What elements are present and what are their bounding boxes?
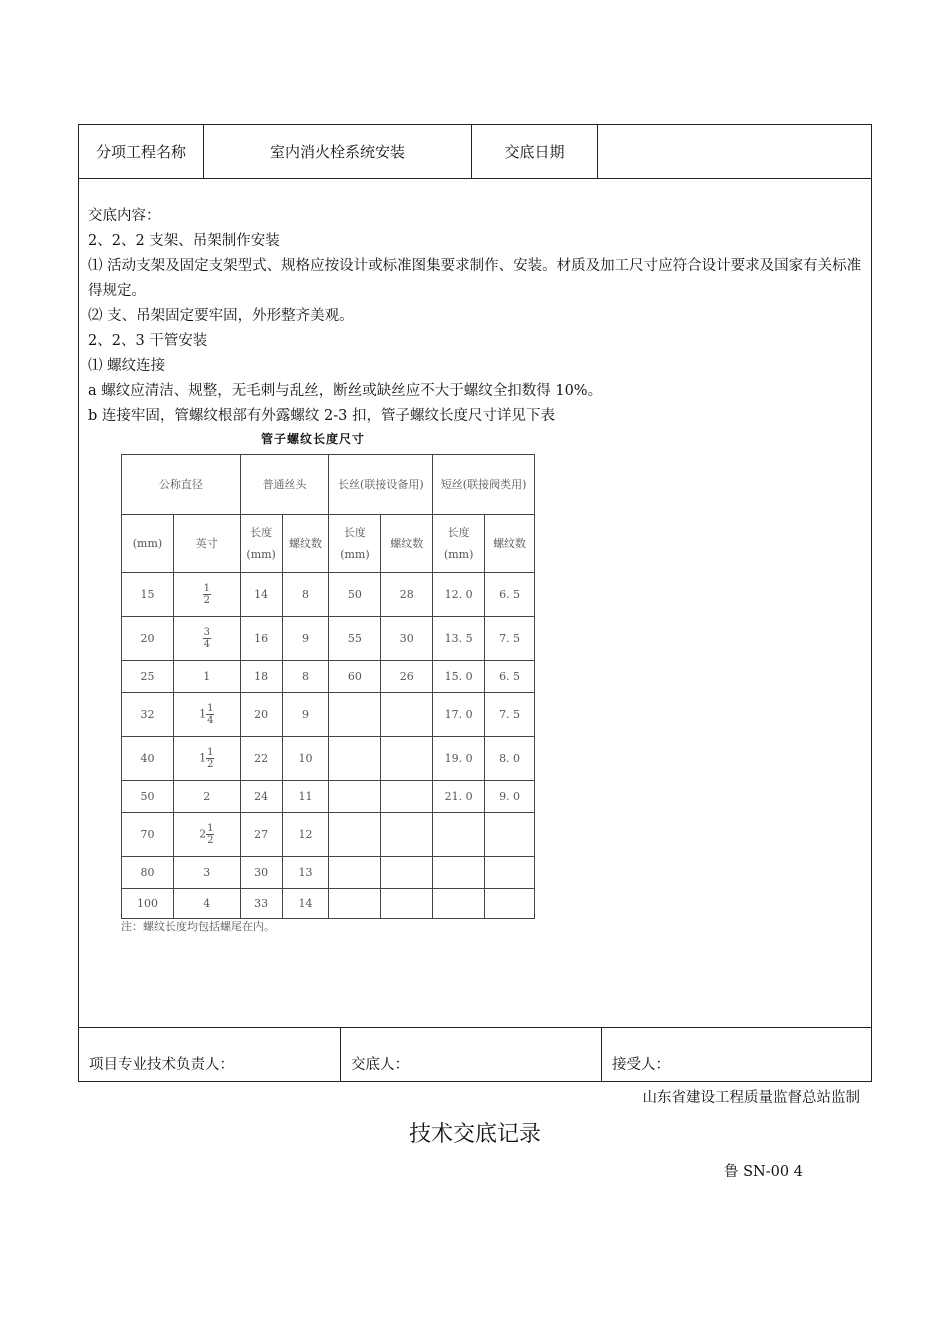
content-line: b 连接牢固，管螺纹根部有外露螺纹 2-3 扣，管子螺纹长度尺寸详见下表 <box>88 408 555 424</box>
th-sub-7: 螺纹数 <box>485 515 535 573</box>
th-standard-thread: 普通丝头 <box>240 455 329 515</box>
table-cell <box>329 781 381 813</box>
table-cell: 18 <box>240 661 282 693</box>
table-cell <box>381 737 433 781</box>
table-cell: 19. 0 <box>433 737 485 781</box>
table-cell: 2 <box>173 781 240 813</box>
table-cell: 1 <box>173 661 240 693</box>
table-cell: 12 <box>282 813 329 857</box>
table-cell: 12. 0 <box>433 573 485 617</box>
table-cell: 30 <box>240 857 282 889</box>
table-cell <box>329 889 381 919</box>
table-cell: 8 <box>282 661 329 693</box>
table-row <box>122 737 535 781</box>
table-cell: 24 <box>240 781 282 813</box>
table-cell <box>433 813 485 857</box>
content-line: ⑵ 支、吊架固定要牢固，外形整齐美观。 <box>88 308 354 324</box>
table-cell <box>381 781 433 813</box>
content-line: ⑴ 活动支架及固定支架型式、规格应按设计或标准图集要求制作、安装。材质及加工尺寸应符合设计要求及国家有关标准得规定。 <box>88 258 862 299</box>
table-cell: 4 <box>173 889 240 919</box>
content-line: 2、2、3 干管安装 <box>88 333 208 349</box>
th-sub-1: 英寸 <box>173 515 240 573</box>
content-line: a 螺纹应清洁、规整，无毛刺与乱丝，断丝或缺丝应不大于螺纹全扣数得 10%。 <box>88 383 603 399</box>
table-cell: $\frac{1}{2}$ <box>173 573 240 617</box>
table-cell: 9 <box>282 617 329 661</box>
th-long-thread: 长丝(联接设备用) <box>329 455 433 515</box>
content-line: 2、2、2 支架、吊架制作安装 <box>88 233 280 249</box>
table-cell <box>381 693 433 737</box>
table-cell <box>329 693 381 737</box>
th-nominal-diameter: 公称直径 <box>122 455 241 515</box>
table-cell: 80 <box>122 857 174 889</box>
content-line: ⑴ 螺纹连接 <box>88 358 166 374</box>
table-cell: 15. 0 <box>433 661 485 693</box>
table-cell: 13. 5 <box>433 617 485 661</box>
table-cell: 70 <box>122 813 174 857</box>
thread-length-table <box>121 454 535 919</box>
table-cell: 8. 0 <box>485 737 535 781</box>
table-cell: 14 <box>282 889 329 919</box>
table-cell: 17. 0 <box>433 693 485 737</box>
table-cell: 1 $\frac{1}{4}$ <box>173 693 240 737</box>
table-cell: 21. 0 <box>433 781 485 813</box>
receiver-signature: 接受人： <box>612 1057 670 1073</box>
presenter-signature: 交底人： <box>341 1027 602 1082</box>
table-cell <box>485 889 535 919</box>
table-cell: 7. 5 <box>485 693 535 737</box>
table-cell: 32 <box>122 693 174 737</box>
table-row <box>122 573 535 617</box>
date-value <box>598 125 871 178</box>
table-cell: 28 <box>381 573 433 617</box>
table-cell: 55 <box>329 617 381 661</box>
table-cell: 26 <box>381 661 433 693</box>
table-cell: 14 <box>240 573 282 617</box>
table-row <box>122 889 535 919</box>
document-title: 技术交底记录 <box>408 1122 541 1147</box>
table-cell: 50 <box>122 781 174 813</box>
table-cell: 16 <box>240 617 282 661</box>
form-header-row <box>79 125 871 179</box>
date-label: 交底日期 <box>472 125 598 178</box>
table-cell: 22 <box>240 737 282 781</box>
table-cell <box>433 857 485 889</box>
table-cell <box>485 857 535 889</box>
table-row <box>122 617 535 661</box>
table-cell: 20 <box>122 617 174 661</box>
th-sub-3: 螺纹数 <box>282 515 329 573</box>
table-cell: 40 <box>122 737 174 781</box>
table-cell: 9 <box>282 693 329 737</box>
table-cell: 7. 5 <box>485 617 535 661</box>
tech-lead-signature: 项目专业技术负责人： <box>79 1027 341 1082</box>
content-line: 交底内容： <box>88 208 161 224</box>
table-cell: 50 <box>329 573 381 617</box>
table-cell: 3 <box>173 857 240 889</box>
disclosure-form <box>78 124 872 1082</box>
table-row <box>122 813 535 857</box>
table-row <box>122 781 535 813</box>
th-sub-6: 长度(mm) <box>433 515 485 573</box>
signature-row <box>79 1027 871 1082</box>
table-cell: 8 <box>282 573 329 617</box>
table-cell: 20 <box>240 693 282 737</box>
content-text <box>88 204 864 429</box>
document-code: 鲁 SN-00 4 <box>724 1164 803 1180</box>
th-sub-0: (mm) <box>122 515 174 573</box>
table-cell <box>433 889 485 919</box>
table-cell: 100 <box>122 889 174 919</box>
th-sub-5: 螺纹数 <box>381 515 433 573</box>
table-cell <box>329 737 381 781</box>
table-row <box>122 661 535 693</box>
table-cell: 33 <box>240 889 282 919</box>
table-cell: 9. 0 <box>485 781 535 813</box>
table-cell: 13 <box>282 857 329 889</box>
table-cell <box>381 889 433 919</box>
table-cell <box>381 813 433 857</box>
table-cell: 11 <box>282 781 329 813</box>
table-row <box>122 857 535 889</box>
table-cell: 1 $\frac{1}{2}$ <box>173 737 240 781</box>
table-cell: 15 <box>122 573 174 617</box>
table-cell <box>329 813 381 857</box>
table-cell <box>485 813 535 857</box>
th-sub-4: 长度(mm) <box>329 515 381 573</box>
table-cell <box>329 857 381 889</box>
thread-table-note: 注：螺纹长度均包括螺尾在内。 <box>121 920 275 933</box>
table-cell: 25 <box>122 661 174 693</box>
table-row <box>122 693 535 737</box>
table-cell: 27 <box>240 813 282 857</box>
item-name-label: 分项工程名称 <box>79 125 204 178</box>
table-cell: 60 <box>329 661 381 693</box>
table-cell: 30 <box>381 617 433 661</box>
th-short-thread: 短丝(联接阀类用) <box>433 455 535 515</box>
table-cell <box>381 857 433 889</box>
table-cell: 2 $\frac{1}{2}$ <box>173 813 240 857</box>
table-cell: 6. 5 <box>485 573 535 617</box>
table-cell: 6. 5 <box>485 661 535 693</box>
table-cell: 10 <box>282 737 329 781</box>
supervision-note: 山东省建设工程质量监督总站监制 <box>642 1090 860 1106</box>
th-sub-2: 长度(mm) <box>240 515 282 573</box>
content-area <box>79 178 871 1028</box>
item-name-value: 室内消火栓系统安装 <box>204 125 472 178</box>
table-cell: $\frac{3}{4}$ <box>173 617 240 661</box>
thread-table-title: 管子螺纹长度尺寸 <box>261 432 366 446</box>
